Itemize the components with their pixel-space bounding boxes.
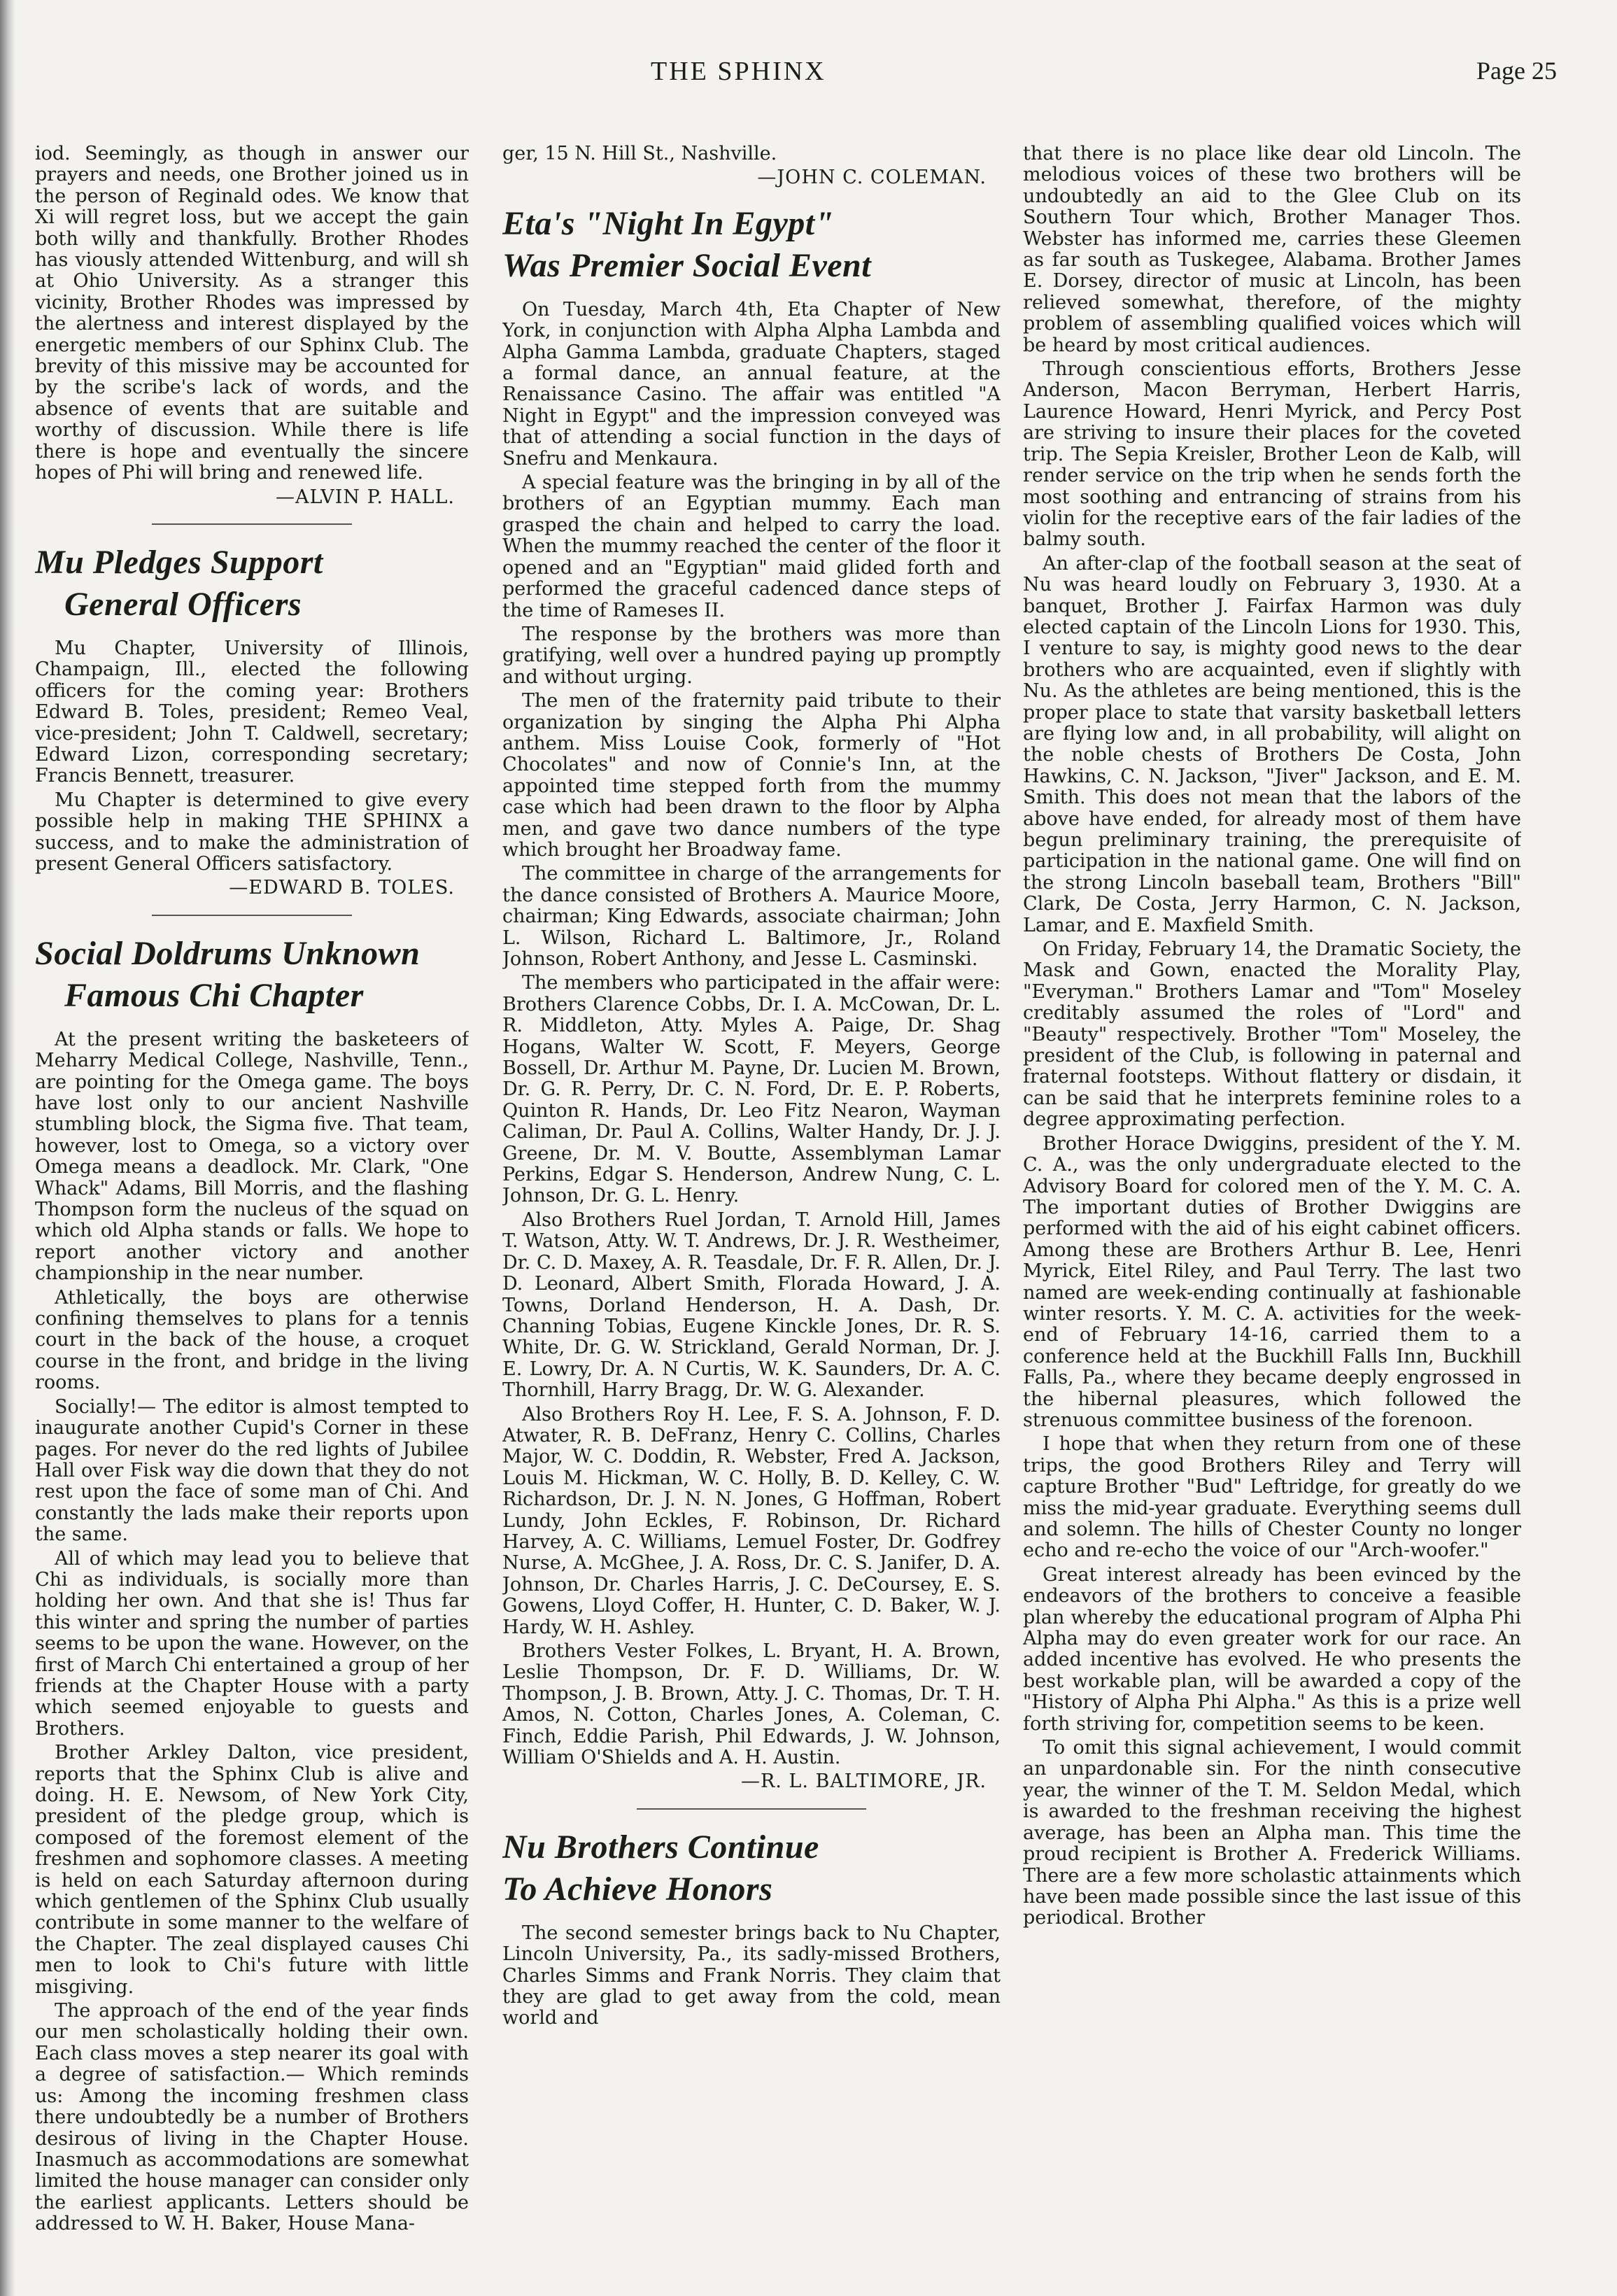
- page-binding-edge: [0, 0, 15, 2296]
- article-paragraph: All of which may lead you to believe that Chi as individuals, is socially more than holding her own. And that she is! Thus far this winter and spring the number of parties seems to be upon the wane. However, on the first of March Chi entertained a group of her friends at the Chapter House with a party which seemed enjoyable to guests and Brothers.: [35, 1547, 469, 1740]
- column-3: [1023, 143, 1521, 2257]
- column-2: [502, 143, 1001, 2257]
- column-1: [35, 143, 469, 2257]
- article-paragraph: that there is no place like dear old Lincoln. The melodious voices of these two brothers will be undoubtedly an aid to the Glee Club on its Southern Tour which, Brother Manager Thos. Webster has informed me, carries these Gleemen as far south as Tuskegee, Alabama. Brother James E. Dorsey, director of music at Lincoln, has been relieved somewhat, therefore, of the mighty problem of assembling qualified voices which will be heard by most critical audiences.: [1023, 143, 1521, 356]
- article-paragraph: The second semester brings back to Nu Chapter, Lincoln University, Pa., its sadly-missed Brothers, Charles Simms and Frank Norris. They claim that they are glad to get away from the cold, mean world and: [502, 1922, 1001, 2029]
- article-paragraph: iod. Seemingly, as though in answer our prayers and needs, one Brother joined us in the person of Reginald odes. We know that Xi will regret loss, but we accept the gain both willy and thankfully. Brother Rhodes has viously attended Wittenburg, and will sh at Ohio University. As a stranger this vicinity, Brother Rhodes was impressed by the alertness and interest displayed by the energetic members of our Sphinx Club. The brevity of this missive may be accounted for by the scribe's lack of words, and the absence of events that are suitable and worthy of discussion. While there is life there is hope and eventually the sincere hopes of Phi will bring and renewed life.: [35, 143, 469, 484]
- headline-line: General Officers: [64, 585, 302, 623]
- article-paragraph: The approach of the end of the year finds our men scholastically holding their own. Each class moves a step nearer its goal with a degree of satisfaction.— Which reminds us: Among the incoming freshmen class there undoubtedly be a number of Brothers desirous of living in the Chapter House. Inasmuch as accommodations are somewhat limited the house manager can consider only the earliest applicants. Letters should be addressed to W. H. Baker, House Mana-: [35, 2000, 469, 2235]
- article-paragraph: On Tuesday, March 4th, Eta Chapter of New York, in conjunction with Alpha Alpha Lambda and Alpha Gamma Lambda, graduate Chapters, staged a formal dance, an annual feature, at the Renaissance Casino. The affair was entitled "A Night in Egypt" and the impression conveyed was that of attending a social function in the days of Snefru and Menkaura.: [502, 298, 1001, 470]
- headline-line: Was Premier Social Event: [502, 246, 872, 284]
- article-signature: —R. L. BALTIMORE, JR.: [740, 1770, 987, 1793]
- article-paragraph: An after-clap of the football season at the seat of Nu was heard loudly on February 3, 1930. At a banquet, Brother J. Fairfax Harmon was duly elected captain of the Lincoln Lions for 1930. This, I venture to say, is mighty good news to the dear brothers who are acquainted, even if slightly with Nu. As the athletes are being mentioned, this is the proper place to state that varsity basketball letters are flying low and, in all probability, will alight on the noble chests of Brothers De Costa, John Hawkins, C. N. Jackson, "Jiver" Jackson, and E. M. Smith. This does not mean that the labors of the above have ended, for already most of them have begun preliminary training, the prerequisite of participation in the national game. One will find on the strong Lincoln baseball team, Brothers "Bill" Clark, De Costa, Jerry Harmon, C. N. Jackson, Lamar, and E. Maxfield Smith.: [1023, 552, 1521, 936]
- headline-chi-chapter: [35, 933, 469, 1017]
- headline-nu-chapter: [502, 1826, 1001, 1910]
- article-paragraph: The response by the brothers was more than gratifying, well over a hundred paying up promptly and without urging.: [502, 623, 1001, 688]
- headline-line: Famous Chi Chapter: [64, 976, 364, 1014]
- article-paragraph: The members who participated in the affair were: Brothers Clarence Cobbs, Dr. I. A. McCowan, Dr. L. R. Middleton, Atty. Myles A. Paige, Dr. Shag Hogans, Walter W. Scott, F. Meyers, George Bossell, Dr. Arthur M. Payne, Dr. Lucien M. Brown, Dr. G. R. Perry, Dr. C. N. Ford, Dr. E. P. Roberts, Quinton R. Hands, Dr. Leo Fitz Nearon, Wayman Caliman, Dr. Paul A. Collins, Walter Handy, Dr. J. J. Greene, Dr. M. V. Boutte, Assemblyman Lamar Perkins, Edgar S. Henderson, Andrew Nung, C. L. Johnson, Dr. G. L. Henry.: [502, 972, 1001, 1207]
- article-paragraph: Great interest already has been evinced by the endeavors of the brothers to conceive a feasible plan whereby the educational program of Alpha Phi Alpha may do even greater work for our race. An added incentive has evolved. He who presents the best workable plan, will be awarded a copy of the "History of Alpha Phi Alpha." As this is a prize well forth striving for, competition seems to be keen.: [1023, 1563, 1521, 1735]
- article-paragraph: I hope that when they return from one of these trips, the good Brothers Riley and Terry will capture Brother "Bud" Leftridge, for greatly do we miss the mid-year graduate. Everything seems dull and solemn. The hills of Chester County no longer echo and re-echo the voice of our "Arch-woofer.": [1023, 1433, 1521, 1562]
- headline-line: Mu Pledges Support: [35, 543, 323, 581]
- headline-line: Social Doldrums Unknown: [35, 934, 421, 972]
- headline-line: To Achieve Honors: [502, 1870, 773, 1908]
- section-divider: [637, 1808, 866, 1810]
- article-paragraph: Brother Horace Dwiggins, president of the Y. M. C. A., was the only undergraduate elected to the Advisory Board for colored men of the Y. M. C. A. The important duties of Brother Dwiggins are performed with the aid of his eight cabinet officers. Among these are Brothers Arthur B. Lee, Henri Myrick, Eitel Riley, and Paul Terry. The last two named are week-ending continually at fashionable winter resorts. Y. M. C. A. activities for the week-end of February 14-16, carried them to a conference held at the Buckhill Falls Inn, Buckhill Falls, Pa., where they became deeply engrossed in the hibernal pleasures, which followed the strenuous committee business of the forenoon.: [1023, 1132, 1521, 1431]
- article-paragraph: Brother Arkley Dalton, vice president, reports that the Sphinx Club is alive and doing. H. E. Newsom, of New York City, president of the pledge group, which is composed of the foremost element of the freshmen and sophomore classes. A meeting is held on each Saturday afternoon during which gentlemen of the Sphinx Club usually contribute in some manner to the welfare of the Chapter. The zeal displayed causes Chi men to look to Chi's future with little misgiving.: [35, 1742, 469, 1998]
- headline-line: Eta's "Night In Egypt": [502, 204, 834, 242]
- page-header: [0, 56, 1617, 105]
- article-paragraph: Through conscientious efforts, Brothers Jesse Anderson, Macon Berryman, Herbert Harris, Laurence Howard, Henri Myrick, and Percy Post are striving to insure their places for the coveted trip. The Sepia Kreisler, Brother Leon de Kalb, will render service on the trip when he sends forth the most soothing and entrancing of strains from his violin for the receptive ears of the fair ladies of the balmy south.: [1023, 358, 1521, 551]
- headline-mu-chapter: [35, 542, 469, 626]
- article-paragraph: A special feature was the bringing in by all of the brothers of an Egyptian mummy. Each man grasped the chain and helped to carry the load. When the mummy reached the center of the floor it opened and an "Egyptian" maid glided forth and performed the graceful cadenced dance steps of the time of Rameses II.: [502, 472, 1001, 621]
- article-paragraph: Mu Chapter is determined to give every possible help in making THE SPHINX a success, and to make the administration of present General Officers satisfactory.: [35, 789, 469, 875]
- article-paragraph: The committee in charge of the arrangements for the dance consisted of Brothers A. Maurice Moore, chairman; King Edwards, associate chairman; John L. Wilson, Richard L. Baltimore, Jr., Roland Johnson, Robert Anthony, and Jesse L. Casminski.: [502, 863, 1001, 970]
- page-number: Page 25: [1476, 57, 1557, 85]
- article-paragraph: Also Brothers Roy H. Lee, F. S. A. Johnson, F. D. Atwater, R. B. DeFranz, Henry C. Collins, Charles Major, W. C. Doddin, R. Webster, Fred A. Jackson, Louis M. Hickman, W. C. Holly, B. D. Kelley, C. W. Richardson, Dr. J. N. N. Jones, G Hoffman, Robert Lundy, John Eckles, F. Robinson, Dr. Richard Harvey, A. C. Williams, Lemuel Foster, Dr. Godfrey Nurse, A. McGhee, J. A. Ross, Dr. C. S. Janifer, D. A. Johnson, Dr. Charles Harris, J. C. DeCoursey, E. S. Gowens, Lloyd Coffer, H. Hunter, C. D. Baker, W. J. Hardy, W. H. Ashley.: [502, 1403, 1001, 1638]
- article-paragraph: Mu Chapter, University of Illinois, Champaign, Ill., elected the following officers for the coming year: Brothers Edward B. Toles, president; Remeo Veal, vice-president; John T. Caldwell, secretary; Edward Lizon, corresponding secretary; Francis Bennett, treasurer.: [35, 637, 469, 787]
- article-paragraph: The men of the fraternity paid tribute to their organization by singing the Alpha Phi Alpha anthem. Miss Louise Cook, formerly of "Hot Chocolates" and now of Connie's Inn, at the appointed time stepped forth from the mummy case which had been drawn to the floor by Alpha men, and gave two dance numbers of the type which brought her Broadway fame.: [502, 690, 1001, 861]
- magazine-title: THE SPHINX: [651, 57, 826, 86]
- article-paragraph: At the present writing the basketeers of Meharry Medical College, Nashville, Tenn., are pointing for the Omega game. The boys have lost only to our ancient Nashville stumbling block, the Sigma five. That team, however, lost to Omega, so a victory over Omega means a deadlock. Mr. Clark, "One Whack" Adams, Bill Morris, and the flashing Thompson form the nucleus of the squad on which old Alpha stands or falls. We hope to report another victory and another championship in the near number.: [35, 1028, 469, 1285]
- article-paragraph: Brothers Vester Folkes, L. Bryant, H. A. Brown, Leslie Thompson, Dr. F. D. Williams, Dr. W. Thompson, J. B. Brown, Atty. J. C. Thomas, Dr. T. H. Amos, N. Cotton, Charles Jones, A. Coleman, C. Finch, Eddie Parish, Phil Edwards, J. W. Johnson, William O'Shields and A. H. Austin.: [502, 1640, 1001, 1769]
- headline-line: Nu Brothers Continue: [502, 1828, 819, 1866]
- section-divider: [152, 915, 351, 916]
- article-paragraph: ger, 15 N. Hill St., Nashville.: [502, 143, 777, 164]
- article-paragraph: Athletically, the boys are otherwise confining themselves to plans for a tennis court in the back of the house, a croquet course in the front, and bridge in the living rooms.: [35, 1286, 469, 1394]
- article-signature: —JOHN C. COLEMAN.: [757, 167, 987, 189]
- article-signature: —ALVIN P. HALL.: [276, 486, 455, 508]
- article-paragraph: To omit this signal achievement, I would commit an unpardonable sin. For the ninth consecutive year, the winner of the T. M. Seldon Medal, which is awarded to the freshman receiving the highest average, has been an Alpha man. This time the proud recipient is Brother A. Frederick Williams. There are a few more scholastic attainments which have been made possible since the last issue of this periodical. Brother: [1023, 1737, 1521, 1929]
- article-paragraph: On Friday, February 14, the Dramatic Society, the Mask and Gown, enacted the Morality Play, "Everyman." Brothers Lamar and "Tom" Moseley creditably assumed the roles of "Lord" and "Beauty" respectively. Brother "Tom" Moseley, the president of the Club, is following in paternal and fraternal footsteps. Without flattery or disdain, it can be said that he interprets feminine roles to a degree approximating perfection.: [1023, 938, 1521, 1131]
- headline-eta-chapter: [502, 203, 1001, 287]
- article-signature: —EDWARD B. TOLES.: [229, 877, 455, 899]
- section-divider: [152, 523, 351, 525]
- article-paragraph: Also Brothers Ruel Jordan, T. Arnold Hill, James T. Watson, Atty. W. T. Andrews, Dr. J. R. Westheimer, Dr. C. D. Maxey, A. R. Teasdale, Dr. F. R. Allen, Dr. J. D. Leonard, Albert Smith, Florada Howard, J. A. Towns, Dorland Henderson, H. A. Dash, Dr. Channing Tobias, Eugene Kinckle Jones, Dr. R. S. White, Dr. G. W. Strickland, Gerald Norman, Dr. J. E. Lowry, Dr. A. N Curtis, W. K. Saunders, Dr. A. C. Thornhill, Harry Bragg, Dr. W. G. Alexander.: [502, 1209, 1001, 1402]
- article-paragraph: Socially!— The editor is almost tempted to inaugurate another Cupid's Corner in these pages. For never do the red lights of Jubilee Hall over Fisk way die down that they do not rest upon the face of some man of Chi. And constantly the lads make their reports upon the same.: [35, 1395, 469, 1546]
